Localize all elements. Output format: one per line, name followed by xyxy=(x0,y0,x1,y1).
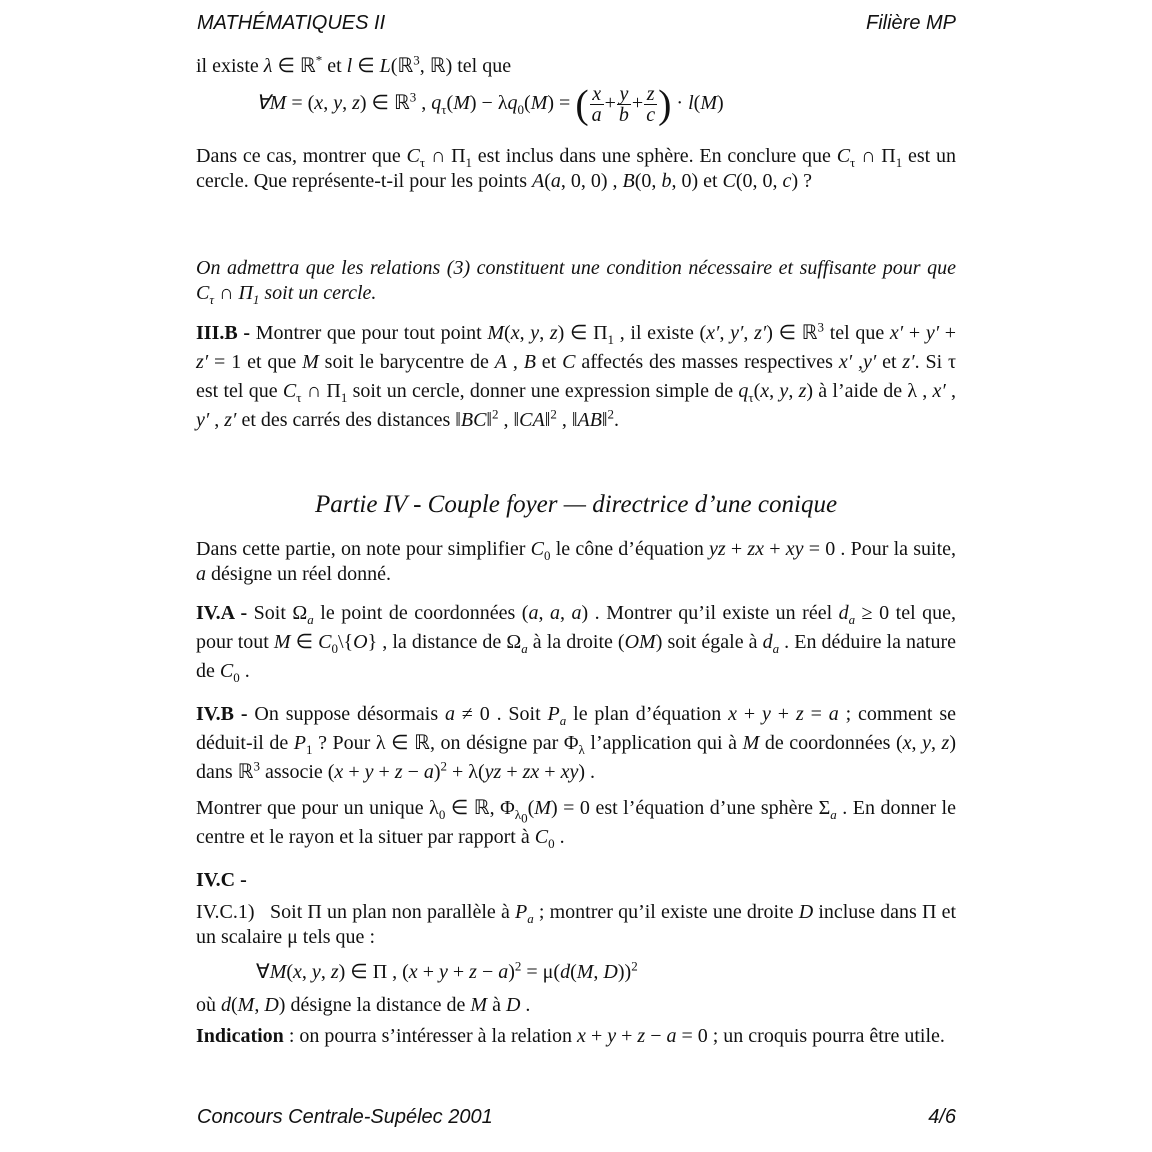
text-line-1: il existe λ ∈ ℝ* et l ∈ L(ℝ$^3$, ℝ) tel que xyxy=(196,52,512,77)
question-label: IV.B - xyxy=(196,703,248,725)
question-IV-A: IV.A - Soit $\Omega_a$ le point de coordonnées (a, a, a) . Montrer qu’il existe un réel $d_a \ge 0$ tel que, pour tout M ∈ $C_0\backslash\{O\}$ , la distance de $\Omega_a$ à la droite (OM) soit égale à $d_a$ . En déduire la nature de $C_0$ . xyxy=(196,602,957,685)
paragraph-admettra: On admettra que les relations (3) constituent une condition nécessaire et suffisante pour que $C_\tau$ ∩ $\Pi_1$ soit un cercle. xyxy=(196,257,956,307)
footer-right: 4/6 xyxy=(928,1106,956,1128)
header-right: Filière MP xyxy=(865,12,956,34)
paragraph-conclusion: Dans ce cas, montrer que $C_\tau$ ∩ $\Pi_1$ est inclus dans une sphère. En conclure que $C_\tau$ ∩ $\Pi_1$ est un cercle. Que représente-t-il pour les points A(a, 0, 0) , B(0, b, 0) et C(0, 0, c) ? xyxy=(196,145,957,192)
question-III-B: III.B - Montrer que pour tout point M(x, y, z) ∈ $\Pi_1$ , il existe (x′, y′, z′) ∈ ℝ$^3$ tel que x′ + y′ + z′ = 1 et que M soit le barycentre de A , B et C affectés des masses respectives x′ ,y′ et z′. Si τ est tel que $C_\tau$ ∩ $\Pi_1$ soit un cercle, donner une expression simple de $q_\tau(x$, y, z) à l’aide de λ , x′ , y′ , z′ et des carrés des distances ‖BC‖$^2$ , ‖CA‖$^2$ , ‖AB‖$^2$. xyxy=(196,319,957,431)
paragraph-indication: Indication : on pourra s’intéresser à la relation x + y + z − a = 0 ; un croquis pourra être utile. xyxy=(196,1025,945,1047)
footer-left: Concours Centrale-Supélec 2001 xyxy=(197,1106,493,1128)
section-title: Partie IV - Couple foyer — directrice d’une conique xyxy=(314,491,838,518)
question-IV-C-label: IV.C - xyxy=(196,869,247,891)
equation-2: ∀M(x, y, z) ∈ Π , $(x + y + z - a)^2 = \mu(d(M$, D))$^2$ xyxy=(256,958,638,983)
question-label: IV.A - xyxy=(196,602,248,624)
paragraph-distance: où d(M, D) désigne la distance de M à D . xyxy=(196,994,531,1016)
header-left: MATHÉMATIQUES II xyxy=(197,12,386,34)
question-IV-C-1: IV.C.1) Soit Π un plan non parallèle à $P_a$ ; montrer qu’il existe une droite D incluse dans Π et un scalaire μ tels que : xyxy=(196,901,957,948)
paragraph-sphere: Montrer que pour un unique $\lambda_0$ ∈ ℝ, $\Phi_{\lambda_0}(M) = 0$ est l’équation d’une sphère $\Sigma_a$ . En donner le centre et le rayon et la situer par rapport à $C_0$ . xyxy=(196,797,956,851)
question-IV-B: IV.B - On suppose désormais a ≠ 0 . Soit $P_a$ le plan d’équation x + y + z = a ; comment se déduit-il de $P_1$ ? Pour λ ∈ ℝ, on désigne par $\Phi_\lambda$ l’application qui à M de coordonnées (x, y, z) dans ℝ$^3$ associe $(x + y + z - a)^2 + \lambda(yz$ + zx + xy) . xyxy=(196,703,957,783)
paragraph-partie-intro: Dans cette partie, on note pour simplifier $C_0$ le cône d’équation yz + zx + xy = 0 . Pour la suite, a désigne un réel donné. xyxy=(196,538,956,585)
equation-1: ∀M = (x, y, z) ∈ ℝ$^3$ , $q_\tau(M) - \lambda q_0(M)$ = ( $\frac{x}{a}$ + $\frac{y}{b}$ + $\frac{z}{c}$ ) · l(M) xyxy=(256,81,724,127)
indication-label: Indication xyxy=(196,1025,284,1047)
question-label: III.B - xyxy=(196,322,251,344)
